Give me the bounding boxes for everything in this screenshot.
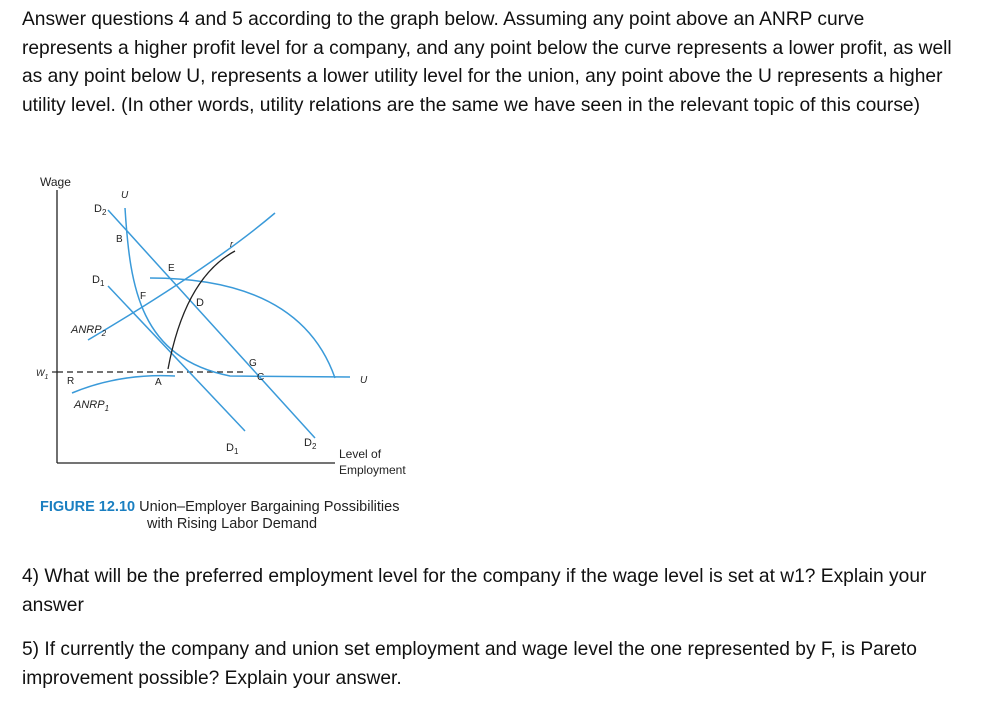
bargaining-figure bbox=[30, 168, 450, 540]
label-anrp2: $ANRP_2$ bbox=[71, 324, 107, 338]
label-u-right: U bbox=[360, 375, 368, 386]
point-c: C bbox=[257, 372, 265, 383]
label-d2-bottom: $D_2$ bbox=[304, 437, 317, 451]
x-axis-label-line2: Employment bbox=[339, 463, 406, 477]
label-r: r bbox=[230, 239, 233, 249]
label-d1-bottom: $D_1$ bbox=[226, 442, 239, 456]
w1-label: $W_1$ bbox=[36, 368, 49, 381]
label-u-top: U bbox=[121, 190, 129, 201]
figure-caption bbox=[40, 499, 399, 533]
figure-number: FIGURE 12.10 bbox=[40, 499, 136, 515]
point-f: F bbox=[140, 291, 147, 302]
d1-demand-line bbox=[108, 286, 245, 431]
instructions-paragraph: Answer questions 4 and 5 according to the graph below. Assuming any point above an ANRP curve represents a higher profit level for a company, and any point below the curve represents a lower profit, as well as any point below U, represents a lower utility level for the union, any point above the U represents a higher utility level. (In other words, utility relations are the same we have seen in the relevant topic of this course) bbox=[22, 9, 952, 116]
label-d2-top: $D_2$ bbox=[94, 203, 107, 217]
caption-line1: Union–Employer Bargaining Possibilities bbox=[139, 499, 400, 515]
point-e: E bbox=[168, 263, 175, 274]
label-d1-top: $D_1$ bbox=[92, 274, 105, 288]
question-4: 4) What will be the preferred employment level for the company if the wage level is set at w1? Explain your answer bbox=[22, 566, 927, 616]
question-5: 5) If currently the company and union set employment and wage level the one represented by F, is Pareto improvement possible? Explain your answer. bbox=[22, 639, 917, 689]
point-g: G bbox=[249, 358, 257, 369]
point-b: B bbox=[116, 234, 123, 245]
bargaining-graph bbox=[30, 168, 450, 498]
y-axis-label: Wage bbox=[40, 175, 71, 189]
x-axis-label-line1: Level of bbox=[339, 447, 382, 461]
point-d: D bbox=[196, 297, 204, 309]
label-anrp1: $ANRP_1$ bbox=[74, 399, 110, 413]
d2-demand-line bbox=[108, 210, 315, 438]
anrp2-curve bbox=[88, 213, 335, 378]
caption-line2: with Rising Labor Demand bbox=[147, 516, 318, 532]
point-a: A bbox=[155, 377, 162, 388]
point-r: R bbox=[67, 376, 75, 387]
